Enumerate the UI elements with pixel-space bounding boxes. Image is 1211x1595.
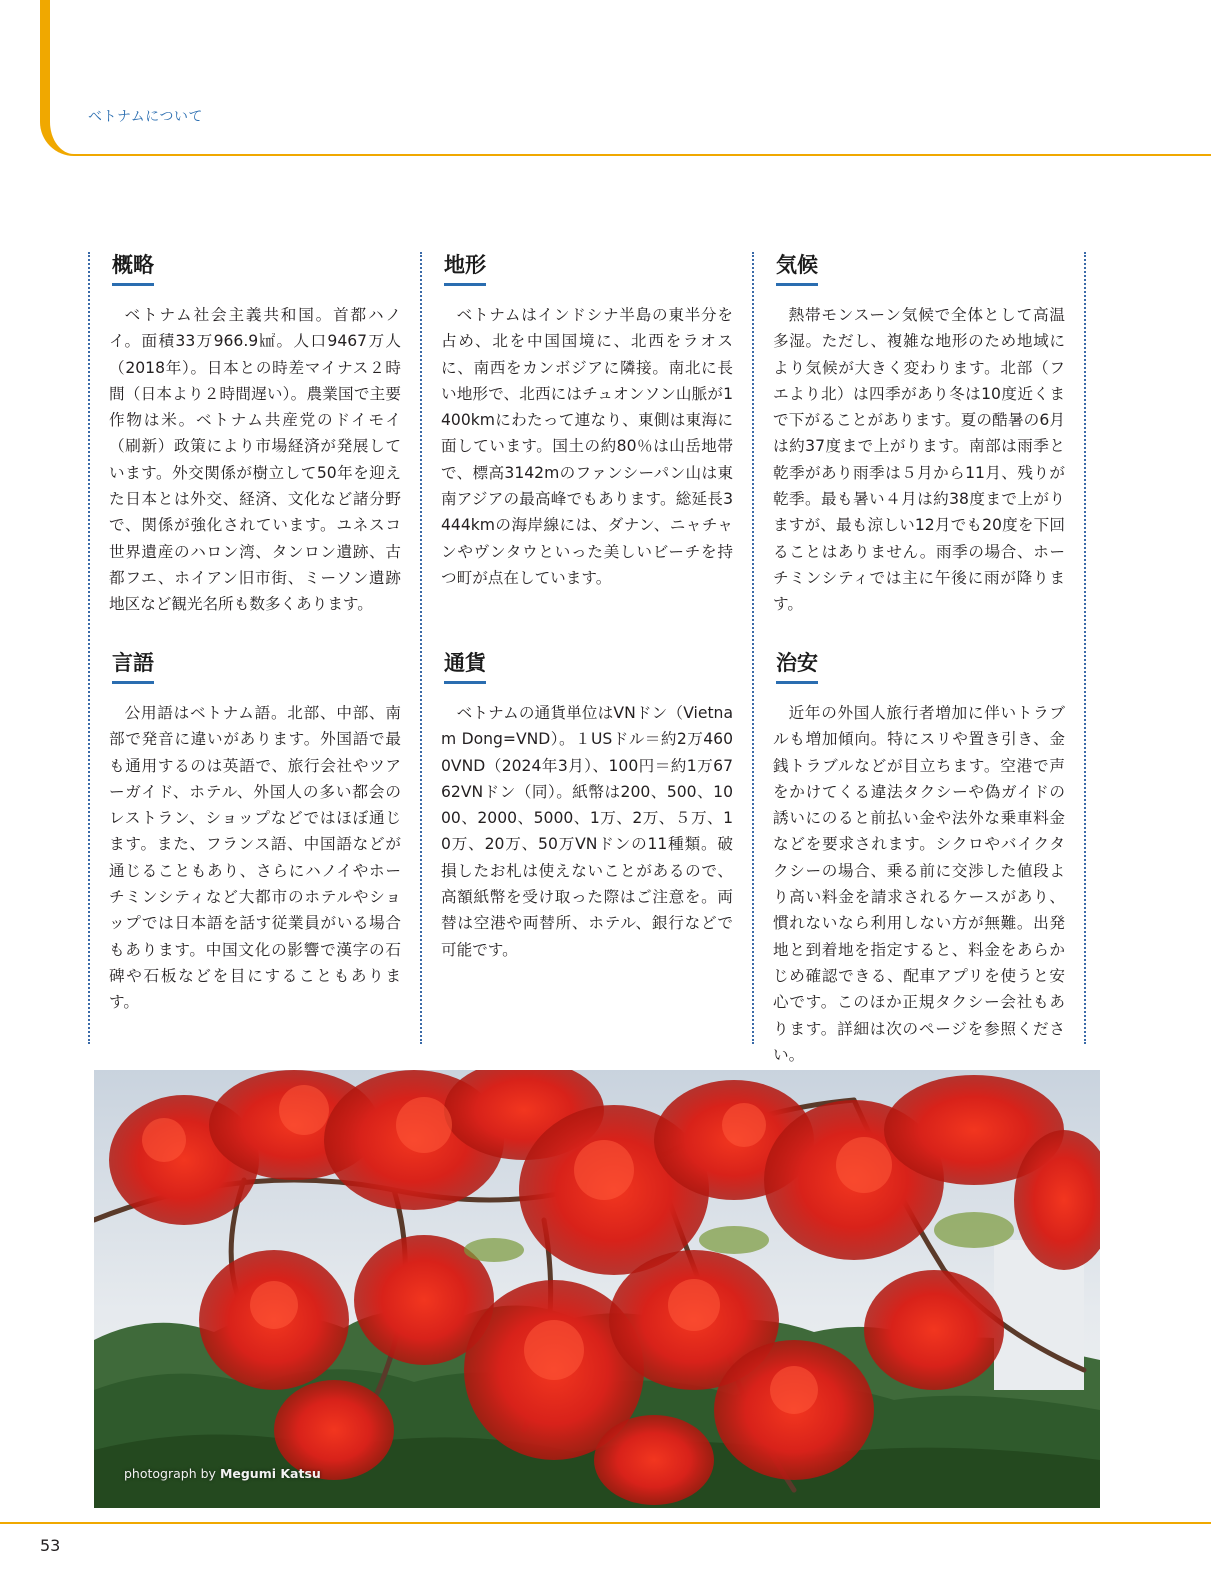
column-rule	[420, 252, 422, 1044]
page-number: 53	[40, 1536, 61, 1555]
photo-credit-name: Megumi Katsu	[219, 1466, 321, 1481]
photo-credit	[124, 1466, 321, 1481]
heading-underline	[776, 681, 818, 684]
photo-credit-prefix: photograph by	[124, 1466, 220, 1481]
section-heading: 概略	[112, 253, 154, 277]
heading-underline	[112, 681, 154, 684]
section-body: ベトナム社会主義共和国。首都ハノイ。面積33万966.9㎢。人口9467万人（2018年）。日本との時差マイナス２時間（日本より２時間遅い）。農業国で主要作物は米。ベトナム共産党のドイモイ（刷新）政策により市場経済が発展しています。外交関係が樹立して50年を迎えた日本とは外交、経済、文化など諸分野で、関係が強化されています。ユネスコ世界遺産のハロン湾、タンロン遺跡、古都フエ、ホイアン旧市街、ミーソン遺跡地区など観光名所も数多くあります。	[109, 306, 401, 614]
section-safety	[773, 648, 1065, 1068]
section-body: 熱帯モンスーン気候で全体として高温多湿。ただし、複雑な地形のため地域により気候が大きく変わります。北部（フエより北）は四季があり冬は10度近くまで下がることがあります。夏の酷暑の6月は約37度まで上がります。南部は雨季と乾季があり雨季は５月から11月、残りが乾季。最も暑い４月は約38度まで上がりますが、最も涼しい12月でも20度を下回ることはありません。雨季の場合、ホーチミンシティでは主に午後に雨が降ります。	[773, 306, 1065, 614]
section-overview	[109, 250, 401, 618]
heading-underline	[112, 283, 154, 286]
section-heading: 地形	[444, 253, 486, 277]
column-rule	[1084, 252, 1086, 1044]
heading-underline	[444, 681, 486, 684]
flame-tree-illustration	[94, 1070, 1100, 1508]
column-rule	[88, 252, 90, 1044]
section-heading: 通貨	[444, 651, 486, 675]
section-heading: 気候	[776, 253, 818, 277]
header-frame	[40, 0, 1211, 156]
heading-underline	[444, 283, 486, 286]
section-body: ベトナムの通貨単位はVNドン（Vietnam Dong=VND）。１USドル＝約2万4600VND（2024年3月）、100円＝約1万6762VNドン（同）。紙幣は200、500、1000、2000、5000、1万、2万、５万、10万、20万、50万VNドンの11種類。破損したお札は使えないことがあるので、高額紙幣を受け取った際はご注意を。両替は空港や両替所、ホテル、銀行などで可能です。	[441, 704, 733, 959]
section-currency	[441, 648, 733, 963]
section-body: ベトナムはインドシナ半島の東半分を占め、北を中国国境に、北西をラオスに、南西をカンボジアに隣接。南北に長い地形で、北西にはチュオンソン山脈が1400kmにわたって連なり、東側は東海に面しています。国土の約80％は山岳地帯で、標高3142mのファンシーパン山は東南アジアの最高峰でもあります。総延長3444kmの海岸線には、ダナン、ニャチャンやヴンタウといった美しいビーチを持つ町が点在しています。	[441, 306, 733, 587]
footer-rule	[0, 1522, 1211, 1524]
section-body: 近年の外国人旅行者増加に伴いトラブルも増加傾向。特にスリや置き引き、金銭トラブルなどが目立ちます。空港で声をかけてくる違法タクシーや偽ガイドの誘いにのると前払い金や法外な乗車料金などを要求されます。シクロやバイクタクシーの場合、乗る前に交渉した値段より高い料金を請求されるケースがあり、慣れないなら利用しない方が無難。出発地と到着地を指定すると、料金をあらかじめ確認できる、配車アプリを使うと安心です。このほか正規タクシー会社もあります。詳細は次のページを参照ください。	[773, 704, 1065, 1064]
heading-underline	[776, 283, 818, 286]
section-climate	[773, 250, 1065, 618]
section-heading: 治安	[776, 651, 818, 675]
section-body: 公用語はベトナム語。北部、中部、南部で発音に違いがあります。外国語で最も通用するのは英語で、旅行会社やツアーガイド、ホテル、外国人の多い都会のレストラン、ショップなどではほぼ通じます。また、フランス語、中国語などが通じることもあり、さらにハノイやホーチミンシティなど大都市のホテルやショップでは日本語を話す従業員がいる場合もあります。中国文化の影響で漢字の石碑や石板などを目にすることもあります。	[109, 704, 401, 1012]
section-label: ベトナムについて	[88, 109, 204, 125]
flame-tree-photo	[94, 1070, 1100, 1508]
section-language	[109, 648, 401, 1016]
column-rule	[752, 252, 754, 1044]
section-terrain	[441, 250, 733, 591]
section-heading: 言語	[112, 651, 154, 675]
